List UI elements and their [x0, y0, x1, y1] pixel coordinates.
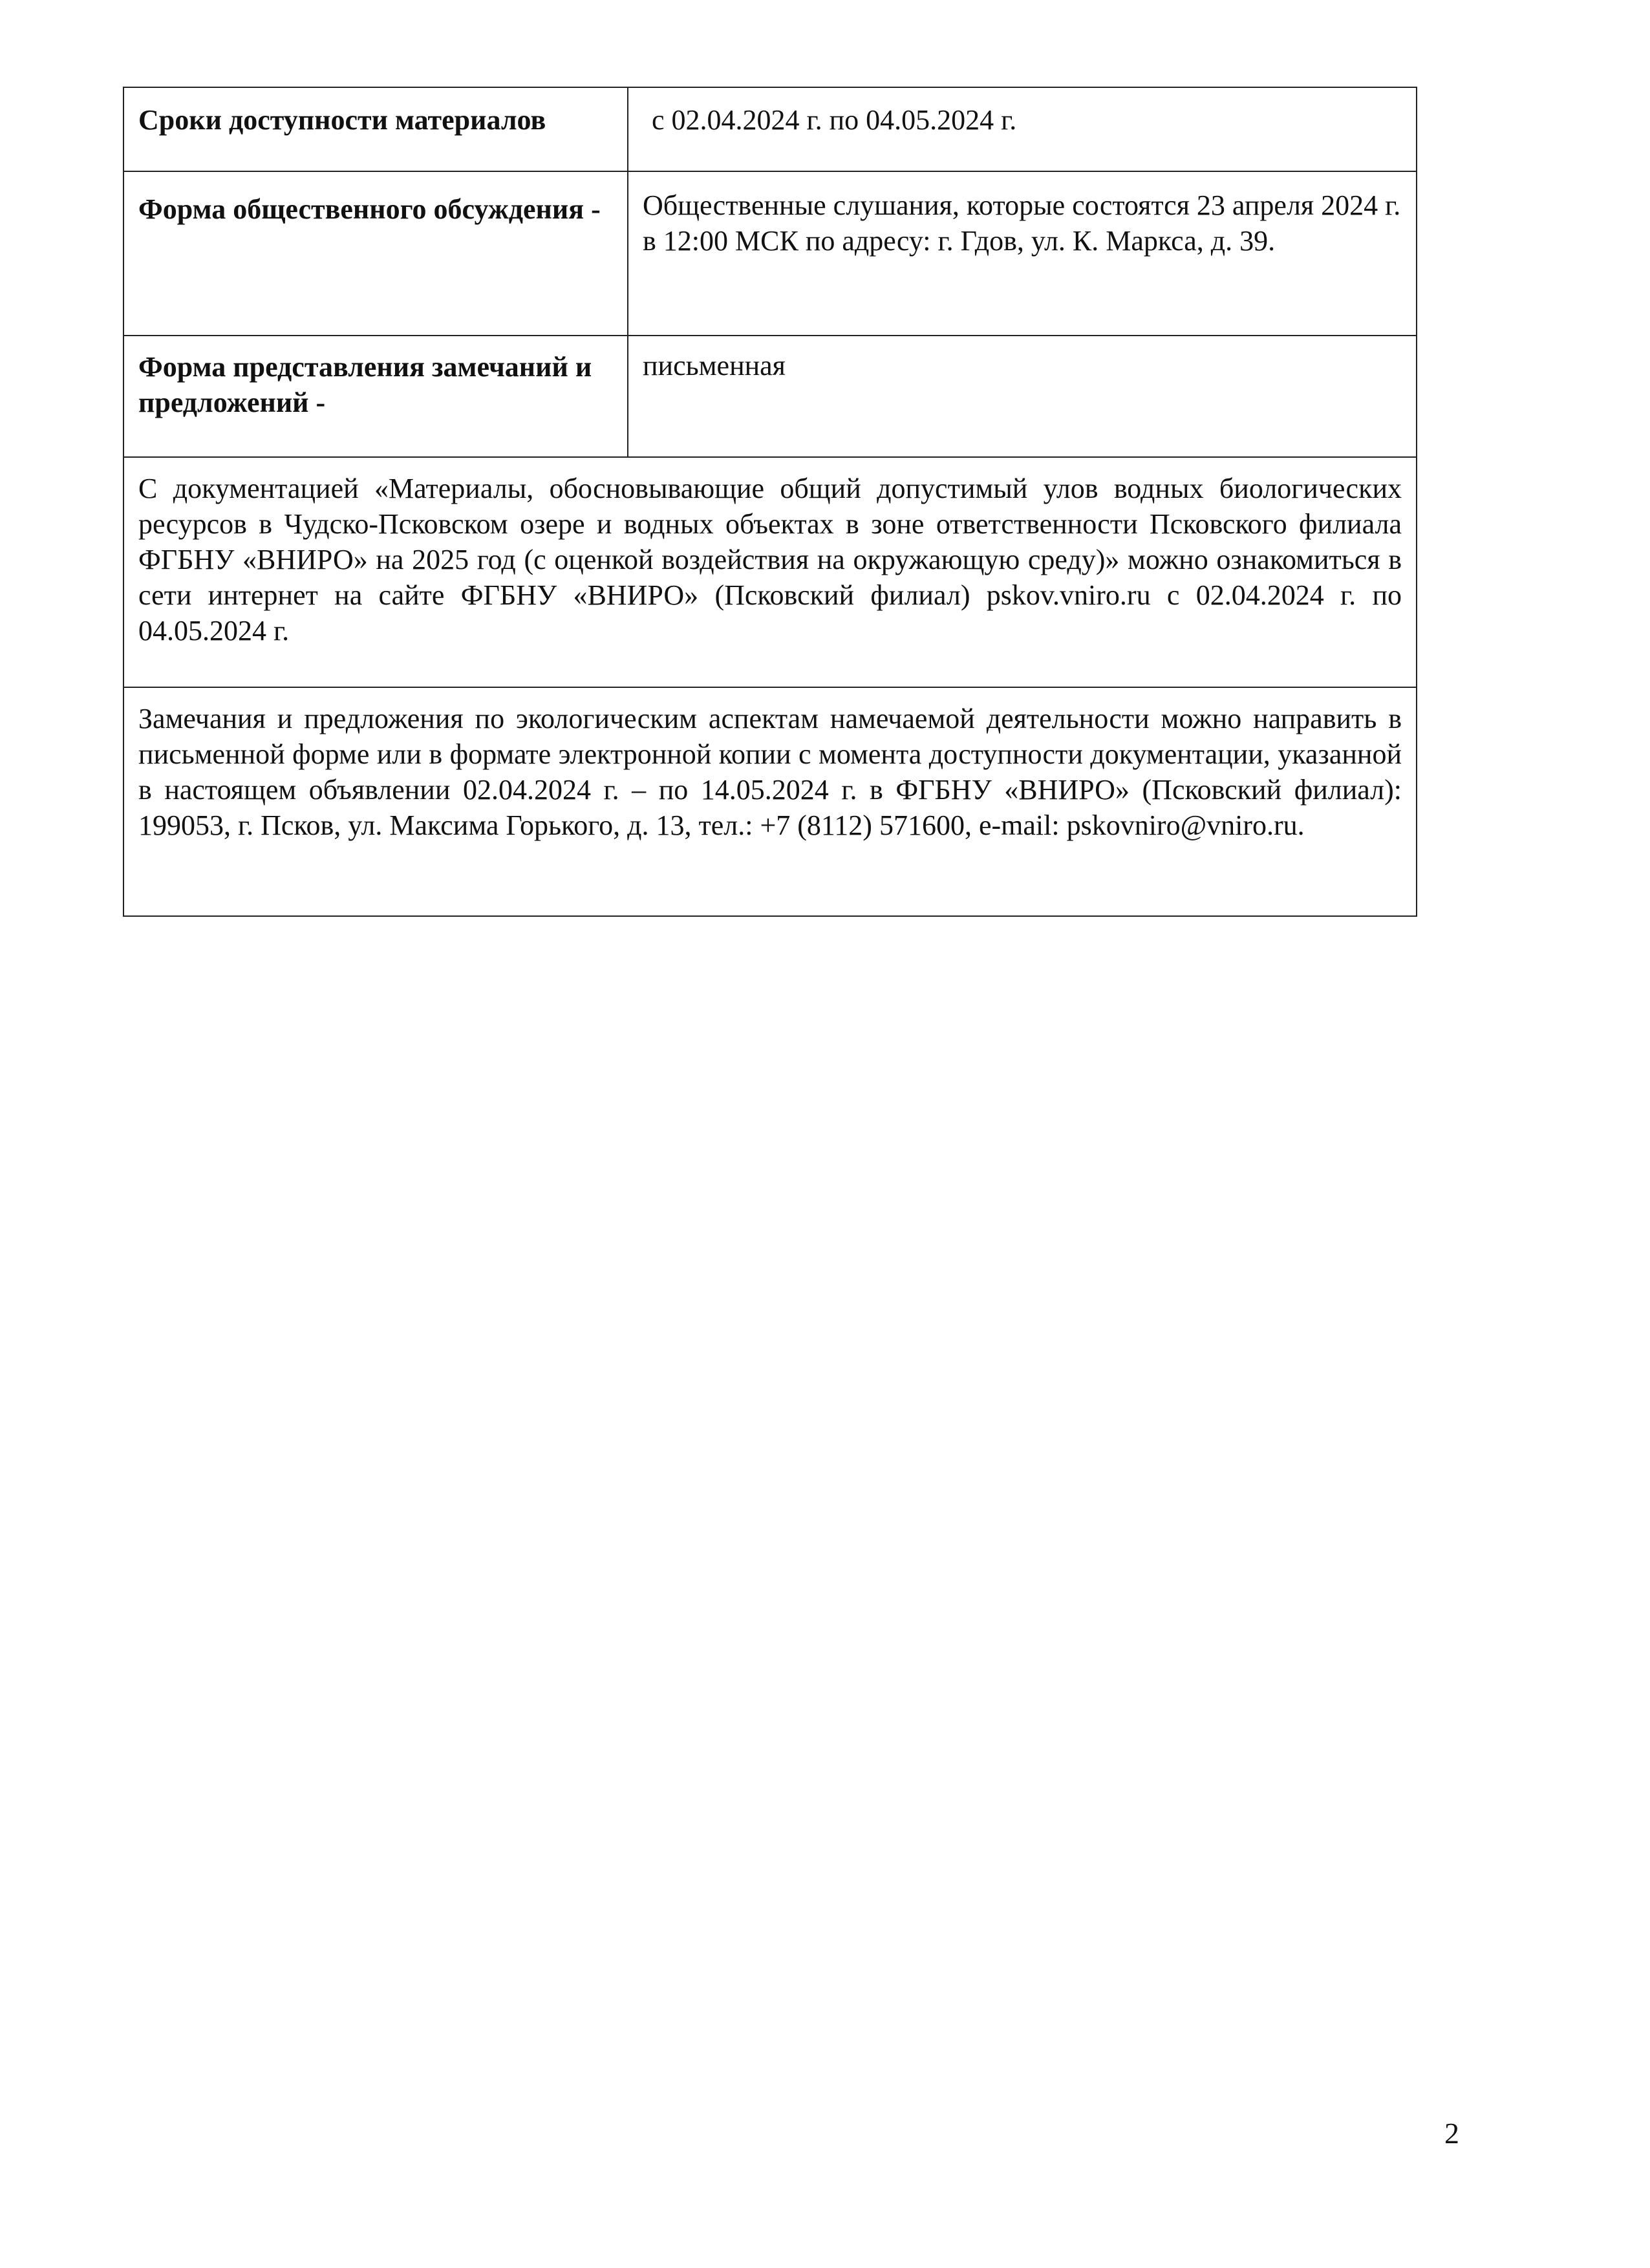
table-row-discussion-form	[123, 171, 1417, 336]
availability-label: Сроки доступности материалов	[123, 87, 628, 171]
table-row-availability	[123, 87, 1417, 171]
availability-value: с 02.04.2024 г. по 04.05.2024 г.	[628, 87, 1417, 171]
table-row-comments-form	[123, 336, 1417, 457]
documentation-note: С документацией «Материалы, обосновывающие общий допустимый улов водных биологических ресурсов в Чудско-Псковском озере и водных объектах в зоне ответственности Псковского филиала ФГБНУ «ВНИРО» на 2025 год (с оценкой воздействия на окружающую среду)» можно ознакомиться в сети интернет на сайте ФГБНУ «ВНИРО» (Псковский филиал) pskov.vniro.ru с 02.04.2024 г. по 04.05.2024 г.	[123, 457, 1417, 687]
comments-form-value: письменная	[628, 336, 1417, 457]
table-row-comments	[123, 687, 1417, 916]
comments-form-label: Форма представления замечаний и предложений -	[123, 336, 628, 457]
comments-note: Замечания и предложения по экологическим аспектам намечаемой деятельности можно направить в письменной форме или в формате электронной копии с момента доступности документации, указанной в настоящем объявлении 02.04.2024 г. – по 14.05.2024 г. в ФГБНУ «ВНИРО» (Псковский филиал): 199053, г. Псков, ул. Максима Горького, д. 13, тел.: +7 (8112) 571600, e-mail: pskovniro@vniro.ru.	[123, 687, 1417, 916]
discussion-form-label: Форма общественного обсуждения -	[123, 171, 628, 336]
notice-table	[123, 87, 1417, 917]
discussion-form-value: Общественные слушания, которые состоятся 23 апреля 2024 г. в 12:00 МСК по адресу: г. Гдов, ул. К. Маркса, д. 39.	[628, 171, 1417, 336]
table-row-documentation	[123, 457, 1417, 687]
page-number: 2	[1444, 2117, 1459, 2150]
